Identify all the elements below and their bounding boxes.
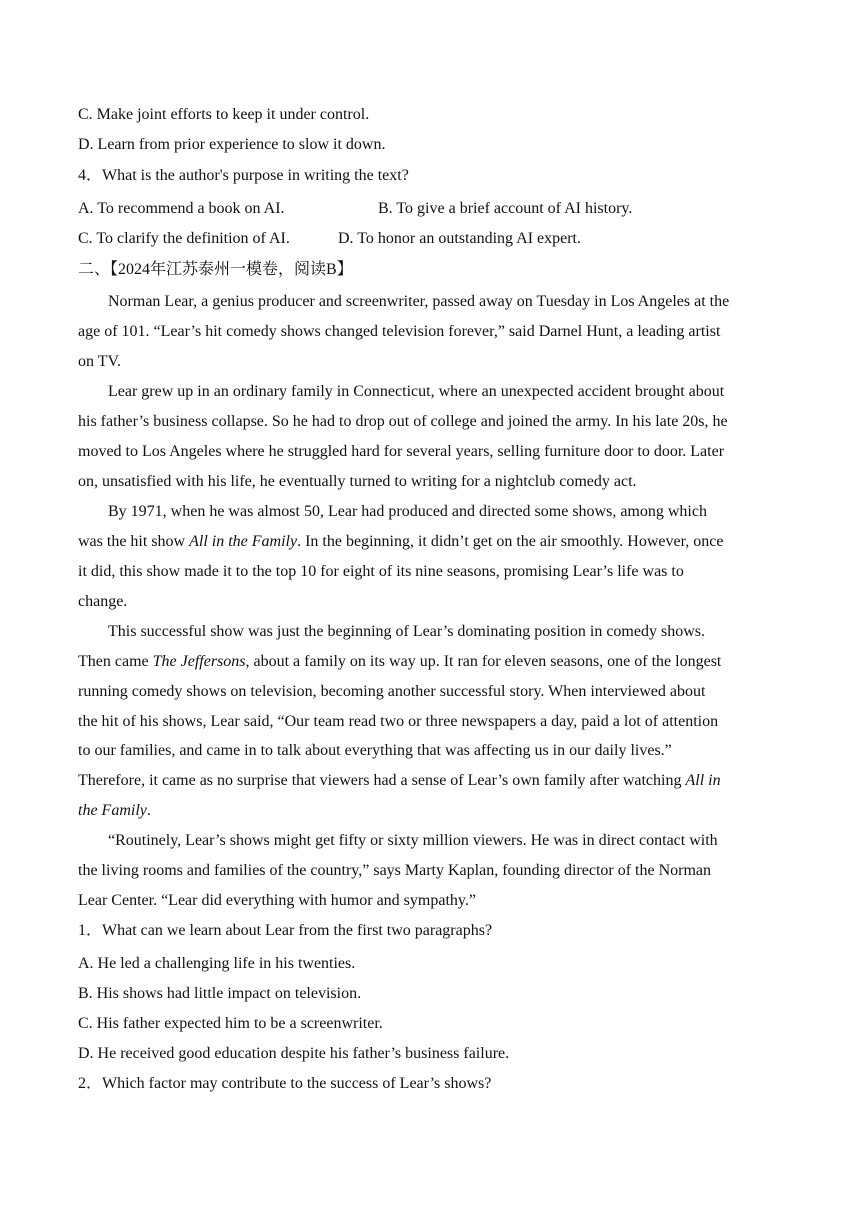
prev-question-option-d: D. Learn from prior experience to slow it down. xyxy=(78,136,386,153)
p2-line-2: his father’s business collapse. So he had to drop out of college and joined the army. In his late 20s, he xyxy=(78,413,728,430)
question-1-option-a: A. He led a challenging life in his twenties. xyxy=(78,955,356,972)
question-2-stem: 2．Which factor may contribute to the success of Lear’s shows? xyxy=(78,1075,492,1092)
p3-line-1: By 1971, when he was almost 50, Lear had produced and directed some shows, among which xyxy=(108,503,707,520)
p2-line-4: on, unsatisfied with his life, he eventually turned to writing for a nightclub comedy act. xyxy=(78,473,637,490)
p5-line-1: “Routinely, Lear’s shows might get fifty or sixty million viewers. He was in direct contact with xyxy=(108,832,718,849)
question-1-option-b: B. His shows had little impact on television. xyxy=(78,985,362,1002)
question-1-stem: 1．What can we learn about Lear from the first two paragraphs? xyxy=(78,922,493,939)
p4-line-7 xyxy=(78,801,151,821)
section-heading xyxy=(78,260,353,280)
question-1-option-c: C. His father expected him to be a screenwriter. xyxy=(78,1015,383,1032)
show-title-the-jeffersons: The Jeffersons xyxy=(152,653,246,670)
show-title-the-family: the Family xyxy=(78,802,147,819)
p2-line-1: Lear grew up in an ordinary family in Connecticut, where an unexpected accident brought about xyxy=(108,383,725,400)
p3-line-3: it did, this show made it to the top 10 for eight of its nine seasons, promising Lear’s life was to xyxy=(78,563,684,580)
question-4-option-c: C. To clarify the definition of AI. xyxy=(78,230,290,247)
p4-line-3: running comedy shows on television, becoming another successful story. When interviewed about xyxy=(78,683,706,700)
p4-line-1: This successful show was just the beginning of Lear’s dominating position in comedy shows. xyxy=(108,623,705,640)
p3-line-2-post: . In the beginning, it didn’t get on the air smoothly. However, once xyxy=(297,533,724,550)
p3-line-4: change. xyxy=(78,593,128,610)
p2-line-3: moved to Los Angeles where he struggled hard for several years, selling furniture door to door. Later xyxy=(78,443,725,460)
p4-line-6 xyxy=(78,771,721,791)
p4-line-4: the hit of his shows, Lear said, “Our team read two or three newspapers a day, paid a lot of attention xyxy=(78,713,719,730)
p1-line-3: on TV. xyxy=(78,353,121,370)
p5-line-3: Lear Center. “Lear did everything with humor and sympathy.” xyxy=(78,892,476,909)
p1-line-1: Norman Lear, a genius producer and screenwriter, passed away on Tuesday in Los Angeles at the xyxy=(108,293,730,310)
question-4-option-d: D. To honor an outstanding AI expert. xyxy=(338,230,581,247)
question-4-option-a: A. To recommend a book on AI. xyxy=(78,200,285,217)
p4-line-7-post: . xyxy=(146,802,151,819)
p4-line-2-pre: Then came xyxy=(78,653,153,670)
show-title-all-in-the-family: All in the Family xyxy=(189,533,298,550)
p4-line-6-pre: Therefore, it came as no surprise that viewers had a sense of Lear’s own family after watching xyxy=(78,772,686,789)
show-title-all-in: All in xyxy=(685,772,721,789)
section-title: 【2024年江苏泰州一模卷，阅读B】 xyxy=(110,261,353,278)
p3-line-2-pre: was the hit show xyxy=(78,533,190,550)
question-4-stem: 4．What is the author's purpose in writing the text? xyxy=(78,167,409,184)
p4-line-2 xyxy=(78,652,721,672)
section-prefix: 二、 xyxy=(78,261,111,278)
p1-line-2: age of 101. “Lear’s hit comedy shows changed television forever,” said Darnel Hunt, a leading artist xyxy=(78,323,721,340)
prev-question-option-c: C. Make joint efforts to keep it under control. xyxy=(78,106,370,123)
p4-line-2-post: , about a family on its way up. It ran for eleven seasons, one of the longest xyxy=(245,653,722,670)
question-4-option-b: B. To give a brief account of AI history. xyxy=(378,200,633,217)
p5-line-2: the living rooms and families of the country,” says Marty Kaplan, founding director of the Norman xyxy=(78,862,712,879)
p3-line-2 xyxy=(78,532,723,552)
p4-line-5: to our families, and came in to talk about everything that was affecting us in our daily lives.” xyxy=(78,742,672,759)
question-1-option-d: D. He received good education despite his father’s business failure. xyxy=(78,1045,510,1062)
